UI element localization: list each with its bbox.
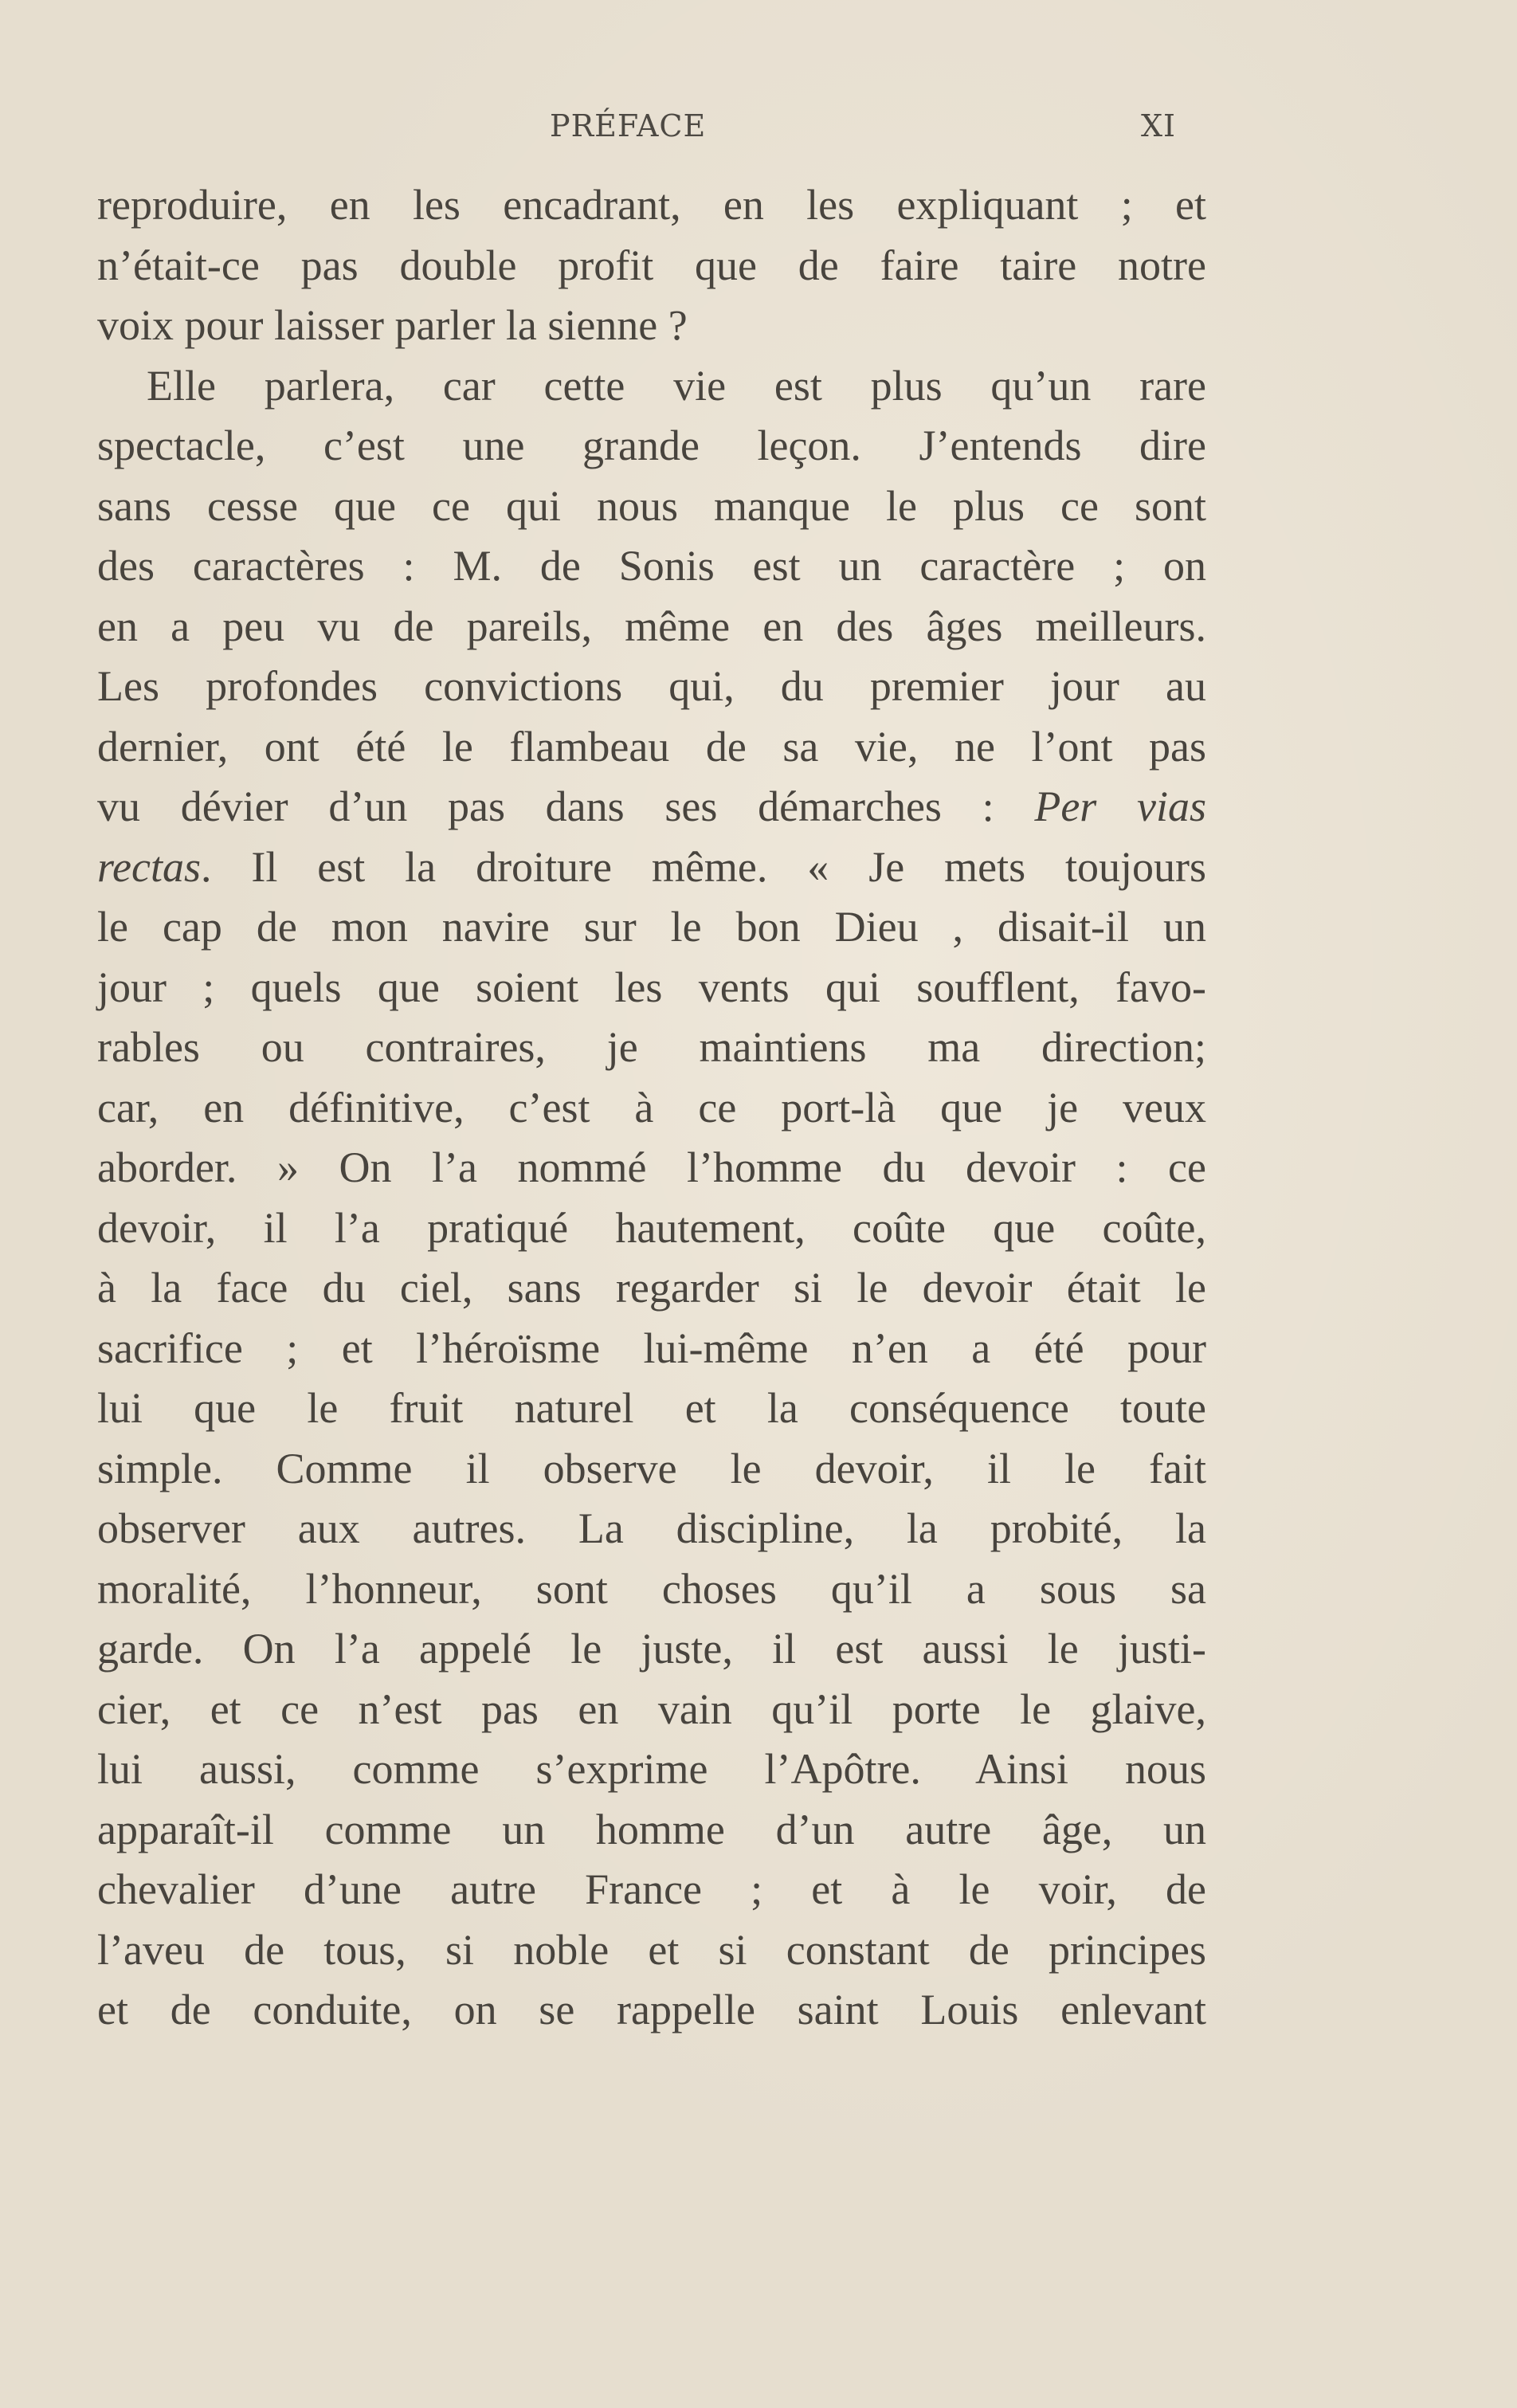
text-line: moralité, l’honneur, sont choses qu’il a sous sa (97, 1564, 1206, 1613)
italic-phrase: Per vias (1034, 782, 1206, 830)
text-line (97, 837, 1206, 898)
text-line: lui aussi, comme s’exprime l’Apôtre. Ainsi nous (97, 1745, 1206, 1793)
text-line: n’était-ce pas double profit que de faire taire notre (97, 241, 1206, 289)
text-line: rables ou contraires, je maintiens ma direction; (97, 1023, 1206, 1071)
text-line (97, 777, 1206, 837)
page-number: XI (1141, 108, 1177, 143)
text-line: simple. Comme il observe le devoir, il le fait (97, 1444, 1206, 1492)
text-line: l’aveu de tous, si noble et si constant de principes (97, 1925, 1206, 1974)
text-line: apparaît-il comme un homme d’un autre âge, un (97, 1805, 1206, 1853)
text-line: aborder. » On l’a nommé l’homme du devoir : ce (97, 1143, 1206, 1191)
running-head (0, 108, 1517, 156)
text-line: sans cesse que ce qui nous manque le plus ce sont (97, 481, 1206, 530)
text-line: le cap de mon navire sur le bon Dieu , disait-il un (97, 903, 1206, 951)
text-line: garde. On l’a appelé le juste, il est aussi le justi- (97, 1625, 1206, 1673)
text-line: Elle parlera, car cette vie est plus qu’un rare (147, 361, 1206, 410)
text-line: dernier, ont été le flambeau de sa vie, ne l’ont pas (97, 722, 1206, 771)
text-line: jour ; quels que soient les vents qui soufflent, favo- (97, 963, 1206, 1011)
text-line: en a peu vu de pareils, même en des âges meilleurs. (97, 602, 1206, 650)
text-line: chevalier d’une autre France ; et à le voir, de (97, 1865, 1206, 1913)
text-line: sacrifice ; et l’héroïsme lui-même n’en a été pour (97, 1324, 1206, 1372)
text-line: à la face du ciel, sans regarder si le devoir était le (97, 1264, 1206, 1312)
running-head-title: PRÉFACE (550, 108, 707, 143)
text-line: voix pour laisser parler la sienne ? (97, 301, 688, 349)
text-line: devoir, il l’a pratiqué hautement, coûte que coûte, (97, 1203, 1206, 1252)
line-text-segment: . Il est la droiture même. « Je mets toujours (200, 842, 1206, 891)
text-line: car, en définitive, c’est à ce port-là que je veux (97, 1083, 1206, 1131)
text-line: Les profondes convictions qui, du premier jour au (97, 662, 1206, 710)
line-text-segment: vu dévier d’un pas dans ses démarches : (97, 782, 1035, 830)
text-line: spectacle, c’est une grande leçon. J’entends dire (97, 422, 1206, 469)
text-line: observer aux autres. La discipline, la probité, la (97, 1504, 1206, 1552)
text-line: cier, et ce n’est pas en vain qu’il porte le glaive, (97, 1684, 1206, 1733)
body-text (97, 175, 1206, 2041)
text-line: des caractères : M. de Sonis est un caractère ; on (97, 542, 1206, 590)
text-line: et de conduite, on se rappelle saint Louis enlevant (97, 1986, 1206, 2033)
text-line: reproduire, en les encadrant, en les expliquant ; et (97, 181, 1206, 229)
text-line: lui que le fruit naturel et la conséquence toute (97, 1384, 1206, 1432)
italic-phrase: rectas (97, 842, 201, 891)
